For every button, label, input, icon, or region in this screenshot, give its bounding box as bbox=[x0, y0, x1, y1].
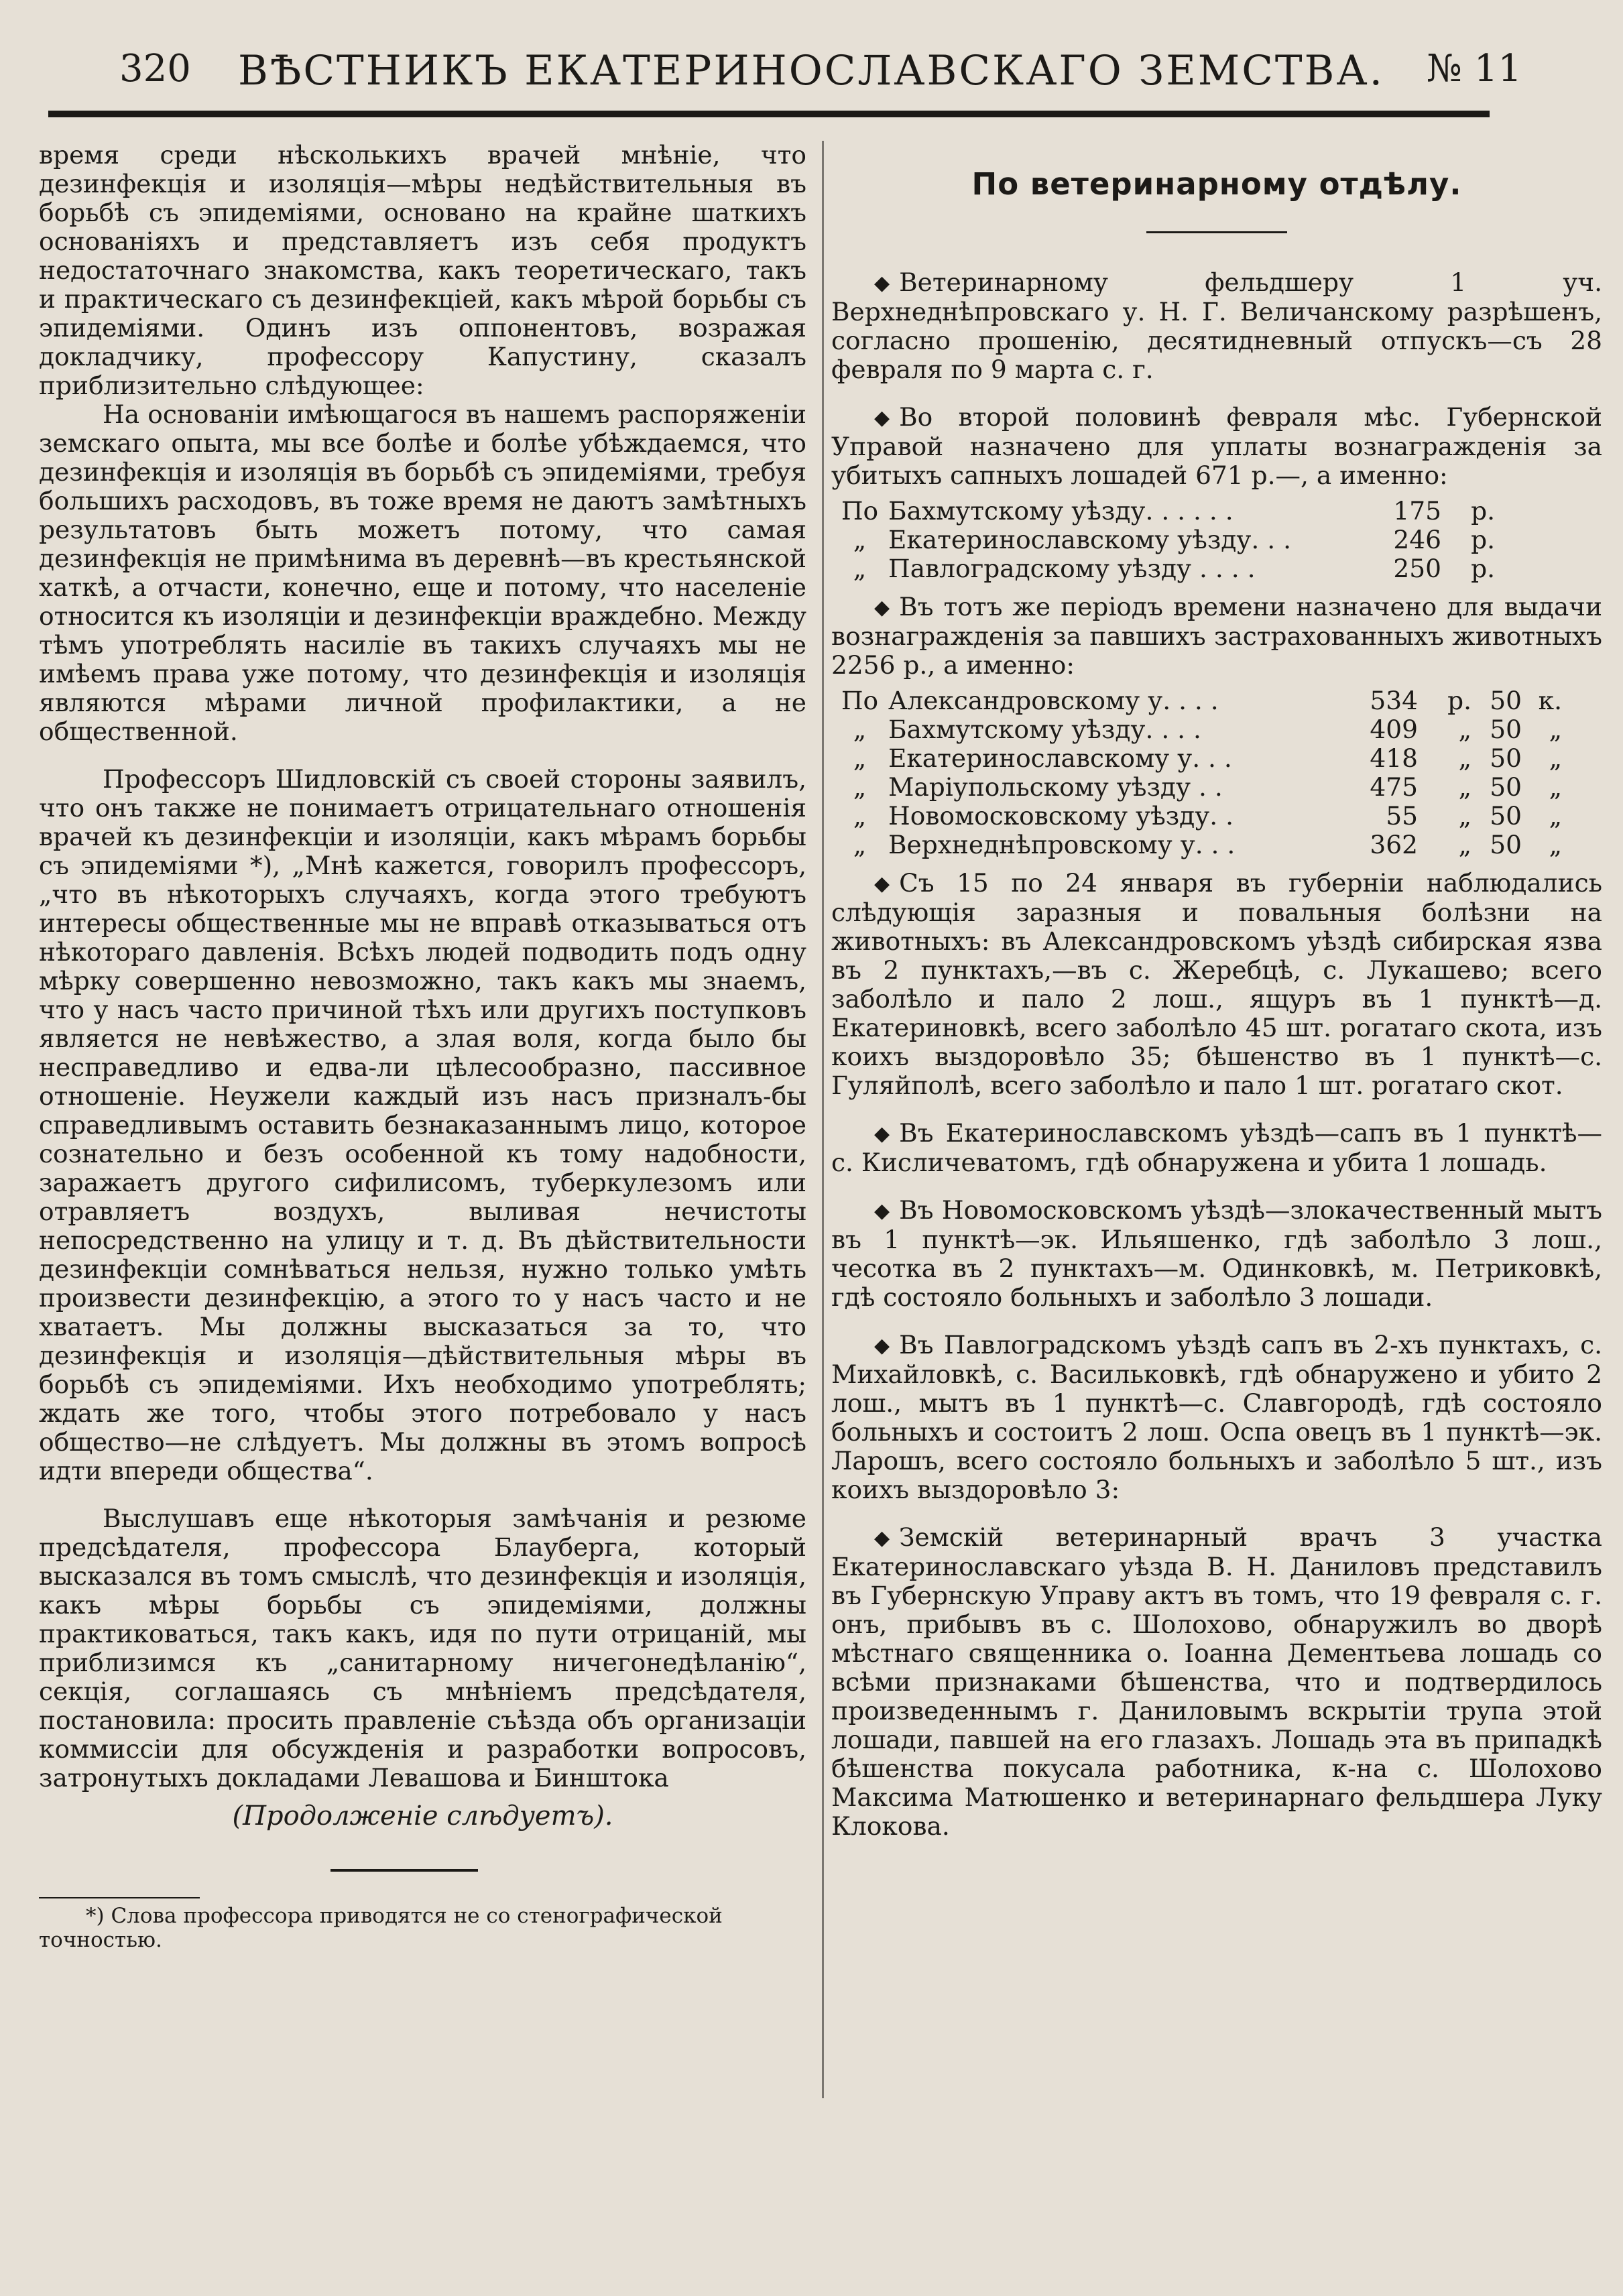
list-item-prefix: „ bbox=[853, 772, 867, 802]
ornament-icon: ◆ bbox=[874, 872, 890, 896]
list-item-kopecks: 50 bbox=[1490, 715, 1522, 744]
list-item-amount: 409 bbox=[1370, 715, 1418, 744]
list-item-prefix: „ bbox=[853, 743, 867, 773]
journal-title: ВѢСТНИКЪ ЕКАТЕРИНОСЛАВСКАГО ЗЕМСТВА. bbox=[238, 47, 1384, 95]
list-item-kopeck-unit: „ bbox=[1549, 801, 1562, 831]
list-item-kopeck-unit: „ bbox=[1549, 772, 1562, 802]
notice-6-text: Въ Новомосковскомъ уѣздѣ—злокачественный мытъ въ 1 пунктѣ—эк. Ильяшенко, гдѣ заболѣло 3 лош., чесотка въ 2 пунктахъ—м. Одинковкѣ, м. Петриковкѣ, гдѣ состояло больныхъ и заболѣло 3 лошади. bbox=[831, 1195, 1602, 1312]
list-item-amount: 250 bbox=[1393, 554, 1441, 583]
list-item-kopecks: 50 bbox=[1490, 801, 1522, 831]
issue-number: № 11 bbox=[1426, 47, 1522, 90]
left-paragraph-1: время среди нѣсколькихъ врачей мнѣніе, что дезинфекція и изоляція—мѣры недѣйствительныя въ борьбѣ съ эпидеміями, основано на крайне шаткихъ основаніяхъ и представляетъ изъ себя продуктъ недостаточнаго знакомства, какъ теоретическаго, такъ и практическаго съ дезинфекціей, какъ мѣрой борьбы съ эпидеміями. Одинъ изъ оппонентовъ, возражая докладчику, профессору Капустину, сказалъ приблизительно слѣдующее: bbox=[39, 140, 806, 400]
header-rule bbox=[48, 111, 1490, 117]
list-item-kopeck-unit: „ bbox=[1549, 830, 1562, 859]
notice-7 bbox=[831, 1331, 1602, 1504]
notice-3 bbox=[831, 593, 1602, 680]
notice-8-text: Земскій ветеринарный врачъ 3 участка Екатеринославскаго уѣзда В. Н. Даниловъ представилъ въ Губернскую Управу актъ въ томъ, что 19 февраля с. г. онъ, прибывъ въ с. Шолохово, обнаружилъ во дворѣ мѣстнаго священника о. Іоанна Дементьева лошадь со всѣми признаками бѣшенства, что и подтвердилось произведеннымъ г. Даниловымъ вскрытіи трупа этой лошади, павшей на его глазахъ. Лошадь эта въ припадкѣ бѣшенства покусала работника, к-на с. Шолохово Максима Матюшенко и ветеринарнаго фельдшера Луку Клокова. bbox=[831, 1522, 1602, 1841]
list-item bbox=[831, 554, 1602, 583]
list-item-name: Павлоградскому уѣзду . . . . bbox=[888, 554, 1256, 583]
payment-list-2 bbox=[831, 686, 1602, 859]
list-item-unit: „ bbox=[1458, 772, 1471, 802]
list-item-name: Бахмутскому уѣзду. . . . bbox=[888, 715, 1201, 744]
ornament-icon: ◆ bbox=[874, 1199, 890, 1223]
list-item-kopecks: 50 bbox=[1490, 772, 1522, 802]
list-item-kopecks: 50 bbox=[1490, 743, 1522, 773]
ornament-icon: ◆ bbox=[874, 1526, 890, 1550]
list-item-prefix: „ bbox=[853, 525, 867, 554]
list-item-prefix: По bbox=[841, 686, 879, 715]
list-item-name: Маріупольскому уѣзду . . bbox=[888, 773, 1223, 802]
notice-4 bbox=[831, 869, 1602, 1100]
ornament-icon: ◆ bbox=[874, 596, 890, 619]
list-item-unit: р. bbox=[1447, 686, 1471, 715]
list-item-name: Екатеринославскому уѣзду. . . bbox=[888, 526, 1292, 554]
list-item bbox=[831, 497, 1602, 526]
list-item-amount: 418 bbox=[1370, 743, 1418, 773]
list-item-prefix: „ bbox=[853, 715, 867, 744]
section-title: По ветеринарному отдѣлу. bbox=[971, 166, 1462, 202]
list-item-prefix: „ bbox=[853, 554, 867, 583]
list-item-unit: р. bbox=[1471, 525, 1495, 554]
list-item-amount: 175 bbox=[1393, 496, 1441, 526]
list-item-prefix: „ bbox=[853, 801, 867, 831]
list-item-name: Верхнеднѣпровскому у. . . bbox=[888, 831, 1236, 859]
continued-note: (Продолженіе слѣдуетъ). bbox=[232, 1801, 613, 1831]
notice-3-text: Въ тотъ же періодъ времени назначено для выдачи вознагражденія за павшихъ застрахованныхъ животныхъ 2256 р., а именно: bbox=[831, 592, 1602, 680]
list-item-name: Бахмутскому уѣзду. . . . . . bbox=[888, 497, 1234, 526]
notice-5 bbox=[831, 1119, 1602, 1177]
ornament-icon: ◆ bbox=[874, 271, 890, 295]
list-item-amount: 534 bbox=[1370, 686, 1418, 715]
list-item-unit: „ bbox=[1458, 715, 1471, 744]
list-item-unit: р. bbox=[1471, 496, 1495, 526]
notice-8 bbox=[831, 1523, 1602, 1841]
column-divider bbox=[822, 141, 824, 2098]
page-header bbox=[101, 47, 1522, 101]
ornament-icon: ◆ bbox=[874, 1334, 890, 1357]
notice-2 bbox=[831, 403, 1602, 490]
list-item-kopecks: 50 bbox=[1490, 830, 1522, 859]
left-paragraph-4: Выслушавъ еще нѣкоторыя замѣчанія и резюме предсѣдателя, профессора Блауберга, который высказался въ томъ смыслѣ, что дезинфекція и изоляція, какъ мѣры борьбы съ эпидеміями, должны практиковаться, такъ какъ, идя по пути отрицаній, мы приблизимся къ „санитарному ничегонедѣланію“, секція, соглашаясь съ мнѣніемъ предсѣдателя, постановила: просить правленіе съѣзда объ организаціи коммиссіи для обсужденія и разработки вопросовъ, затронутыхъ докладами Левашова и Бинштока bbox=[39, 1504, 806, 1793]
list-item-kopeck-unit: „ bbox=[1549, 715, 1562, 744]
end-rule bbox=[330, 1869, 478, 1872]
left-paragraph-3: Профессоръ Шидловскій съ своей стороны заявилъ, что онъ также не понимаетъ отрицательнаго отношенія врачей къ дезинфекціи и изоляціи, какъ мѣрамъ борьбы съ эпидеміями *), „Мнѣ кажется, говорилъ профессоръ, „что въ нѣкоторыхъ случаяхъ, когда этого требуютъ интересы общественные мы не вправѣ отказываться отъ нѣкотораго давленія. Всѣхъ людей подводить подъ одну мѣрку совершенно невозможно, такъ какъ мы знаемъ, что у насъ часто причиной тѣхъ или другихъ поступковъ является не невѣжество, а злая воля, когда было бы несправедливо и едва-ли цѣлесообразно, пассивное отношеніе. Неужели каждый изъ насъ призналъ-бы справедливымъ оставить безнаказаннымъ лицо, которое сознательно и безъ особенной къ тому надобности, заражаетъ другого сифилисомъ, туберкулезомъ или отравляетъ воздухъ, выливая нечистоты непосредственно на улицу и т. д. Въ дѣйствительности дезинфекціи сомнѣваться нельзя, нужно только умѣть произвести дезинфекцію, а этого то у насъ часто и не хватаетъ. Мы должны высказаться за то, что дезинфекція и изоляція—дѣйствительныя мѣры въ борьбѣ съ эпидеміями. Ихъ необходимо употреблять; ждать же того, чтобы этого потребовало у насъ общество—не слѣдуетъ. Мы должны въ этомъ вопросѣ идти впереди общества“. bbox=[39, 764, 806, 1486]
list-item-unit: „ bbox=[1458, 801, 1471, 831]
notice-4-text: Съ 15 по 24 января въ губерніи наблюдались слѣдующія заразныя и повальныя болѣзни на животныхъ: въ Александровскомъ уѣздѣ сибирская язва въ 2 пунктахъ,—въ с. Жеребцѣ, с. Лукашево; всего заболѣло и пало 2 лош., ящуръ въ 1 пунктѣ—д. Екатериновкѣ, всего заболѣло 45 шт. рогатаго скота, изъ коихъ выздоровѣло 35; бѣшенство въ 1 пунктѣ—с. Гуляйполѣ, всего заболѣло и пало 1 шт. рогатаго скот. bbox=[831, 868, 1602, 1100]
notice-1 bbox=[831, 268, 1602, 384]
list-item bbox=[831, 715, 1602, 744]
list-item-prefix: „ bbox=[853, 830, 867, 859]
list-item-unit: „ bbox=[1458, 743, 1471, 773]
list-item bbox=[831, 686, 1602, 715]
notice-2-text: Во второй половинѣ февраля мѣс. Губернской Управой назначено для уплаты вознагражденія за убитыхъ сапныхъ лошадей 671 р.—, а именно: bbox=[831, 402, 1602, 490]
page-number: 320 bbox=[119, 47, 191, 90]
right-column bbox=[831, 141, 1602, 1841]
left-column bbox=[39, 141, 806, 1952]
list-item bbox=[831, 802, 1602, 831]
payment-list-1 bbox=[831, 497, 1602, 583]
list-item-amount: 475 bbox=[1370, 772, 1418, 802]
list-item-name: Новомосковскому уѣзду. . bbox=[888, 802, 1234, 831]
list-item-prefix: По bbox=[841, 496, 879, 526]
list-item bbox=[831, 744, 1602, 773]
list-item-kopecks: 50 bbox=[1490, 686, 1522, 715]
list-item bbox=[831, 831, 1602, 859]
list-item-kopeck-unit: „ bbox=[1549, 743, 1562, 773]
list-item bbox=[831, 773, 1602, 802]
left-paragraph-2: На основаніи имѣющагося въ нашемъ распоряженіи земскаго опыта, мы все болѣе и болѣе убѣждаемся, что дезинфекція и изоляція въ борьбѣ съ эпидеміями, требуя большихъ расходовъ, въ тоже время не даютъ замѣтныхъ результатовъ быть можетъ потому, что самая дезинфекція не примѣнима въ деревнѣ—въ крестьянской хаткѣ, а отчасти, конечно, еще и потому, что населеніе относится къ изоляціи и дезинфекціи враждебно. Между тѣмъ употреблять насиліе въ такихъ случаяхъ мы не имѣемъ права уже потому, что дезинфекція и изоляція являются мѣрами личной профилактики, а не общественной. bbox=[39, 400, 806, 746]
footnote: *) Слова профессора приводятся не со стенографической точностью. bbox=[39, 1904, 723, 1952]
ornament-icon: ◆ bbox=[874, 1122, 890, 1146]
notice-1-text: Ветеринарному фельдшеру 1 уч. Верхнеднѣпровскаго у. Н. Г. Величанскому разрѣшенъ, согласно прошенію, десятидневный отпускъ—съ 28 февраля по 9 марта с. г. bbox=[831, 267, 1602, 384]
list-item-amount: 246 bbox=[1393, 525, 1441, 554]
footnote-rule bbox=[39, 1897, 200, 1898]
ornament-icon: ◆ bbox=[874, 406, 890, 430]
notice-7-text: Въ Павлоградскомъ уѣздѣ сапъ въ 2-хъ пунктахъ, с. Михайловкѣ, с. Васильковкѣ, гдѣ обнаружено и убито 2 лош., мытъ въ 1 пунктѣ—с. Славгородѣ, гдѣ состояло больныхъ и состоитъ 2 лош. Оспа овецъ въ 1 пунктѣ—эк. Ларошъ, всего состояло больныхъ и заболѣло 5 шт., изъ коихъ выздоровѣло 3: bbox=[831, 1330, 1602, 1504]
list-item-amount: 362 bbox=[1370, 830, 1418, 859]
list-item-unit: „ bbox=[1458, 830, 1471, 859]
list-item-name: Александровскому у. . . . bbox=[888, 686, 1219, 715]
list-item-unit: р. bbox=[1471, 554, 1495, 583]
list-item-amount: 55 bbox=[1386, 801, 1418, 831]
list-item-kopeck-unit: к. bbox=[1538, 686, 1562, 715]
notice-5-text: Въ Екатеринославскомъ уѣздѣ—сапъ въ 1 пунктѣ—с. Кисличеватомъ, гдѣ обнаружена и убита 1 лошадь. bbox=[831, 1118, 1602, 1177]
list-item bbox=[831, 526, 1602, 554]
notice-6 bbox=[831, 1196, 1602, 1312]
section-rule bbox=[1146, 231, 1287, 233]
list-item-name: Екатеринославскому у. . . bbox=[888, 744, 1232, 773]
